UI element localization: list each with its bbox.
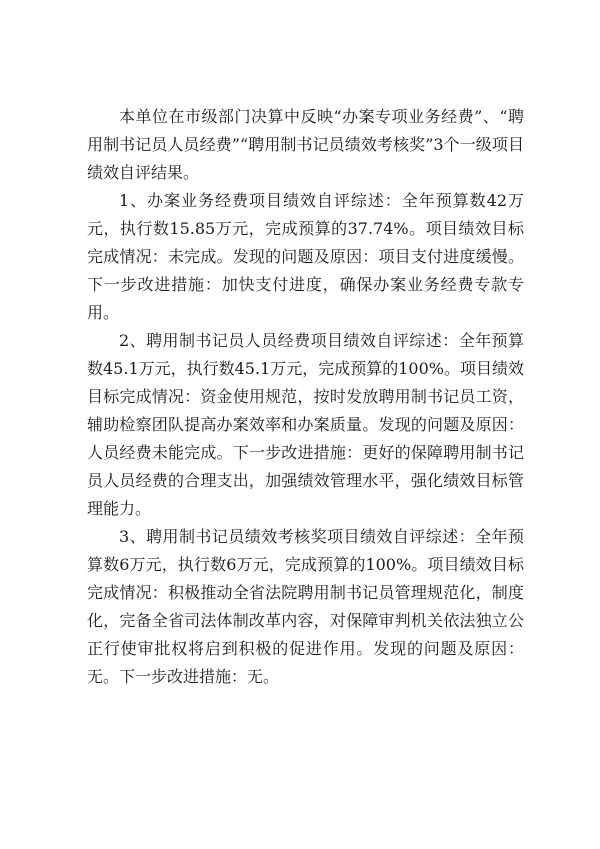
clerk-personnel-funds-paragraph: 2、聘用制书记员人员经费项目绩效自评综述：全年预算数45.1万元，执行数45.1万元，完成预算的100%。项目绩效目标完成情况：资金使用规范，按时发放聘用制书记员工资，辅助检察团队提高办案效率和办案质量。发现的问题及原因：人员经费未能完成。下一步改进措施：更好的保障聘用制书记员人员经费的合理支出，加强绩效管理水平，强化绩效目标管理能力。 bbox=[87, 331, 524, 518]
document-body bbox=[87, 103, 524, 691]
intro-paragraph: 本单位在市级部门决算中反映“办案专项业务经费”、“聘用制书记员人员经费”“聘用制书记员绩效考核奖”3个一级项目绩效自评结果。 bbox=[87, 107, 524, 182]
case-business-funds-paragraph: 1、办案业务经费项目绩效自评综述：全年预算数42万元，执行数15.85万元，完成预算的37.74%。项目绩效目标完成情况：未完成。发现的问题及原因：项目支付进度缓慢。下一步改进措施：加快支付进度，确保办案业务经费专款专用。 bbox=[87, 191, 524, 322]
clerk-performance-bonus-paragraph: 3、聘用制书记员绩效考核奖项目绩效自评综述：全年预算数6万元，执行数6万元，完成预算的100%。项目绩效目标完成情况：积极推动全省法院聘用制书记员管理规范化，制度化，完备全省司法体制改革内容，对保障审判机关依法独立公正行使审批权将启到积极的促进作用。发现的问题及原因：无。下一步改进措施：无。 bbox=[87, 527, 524, 686]
